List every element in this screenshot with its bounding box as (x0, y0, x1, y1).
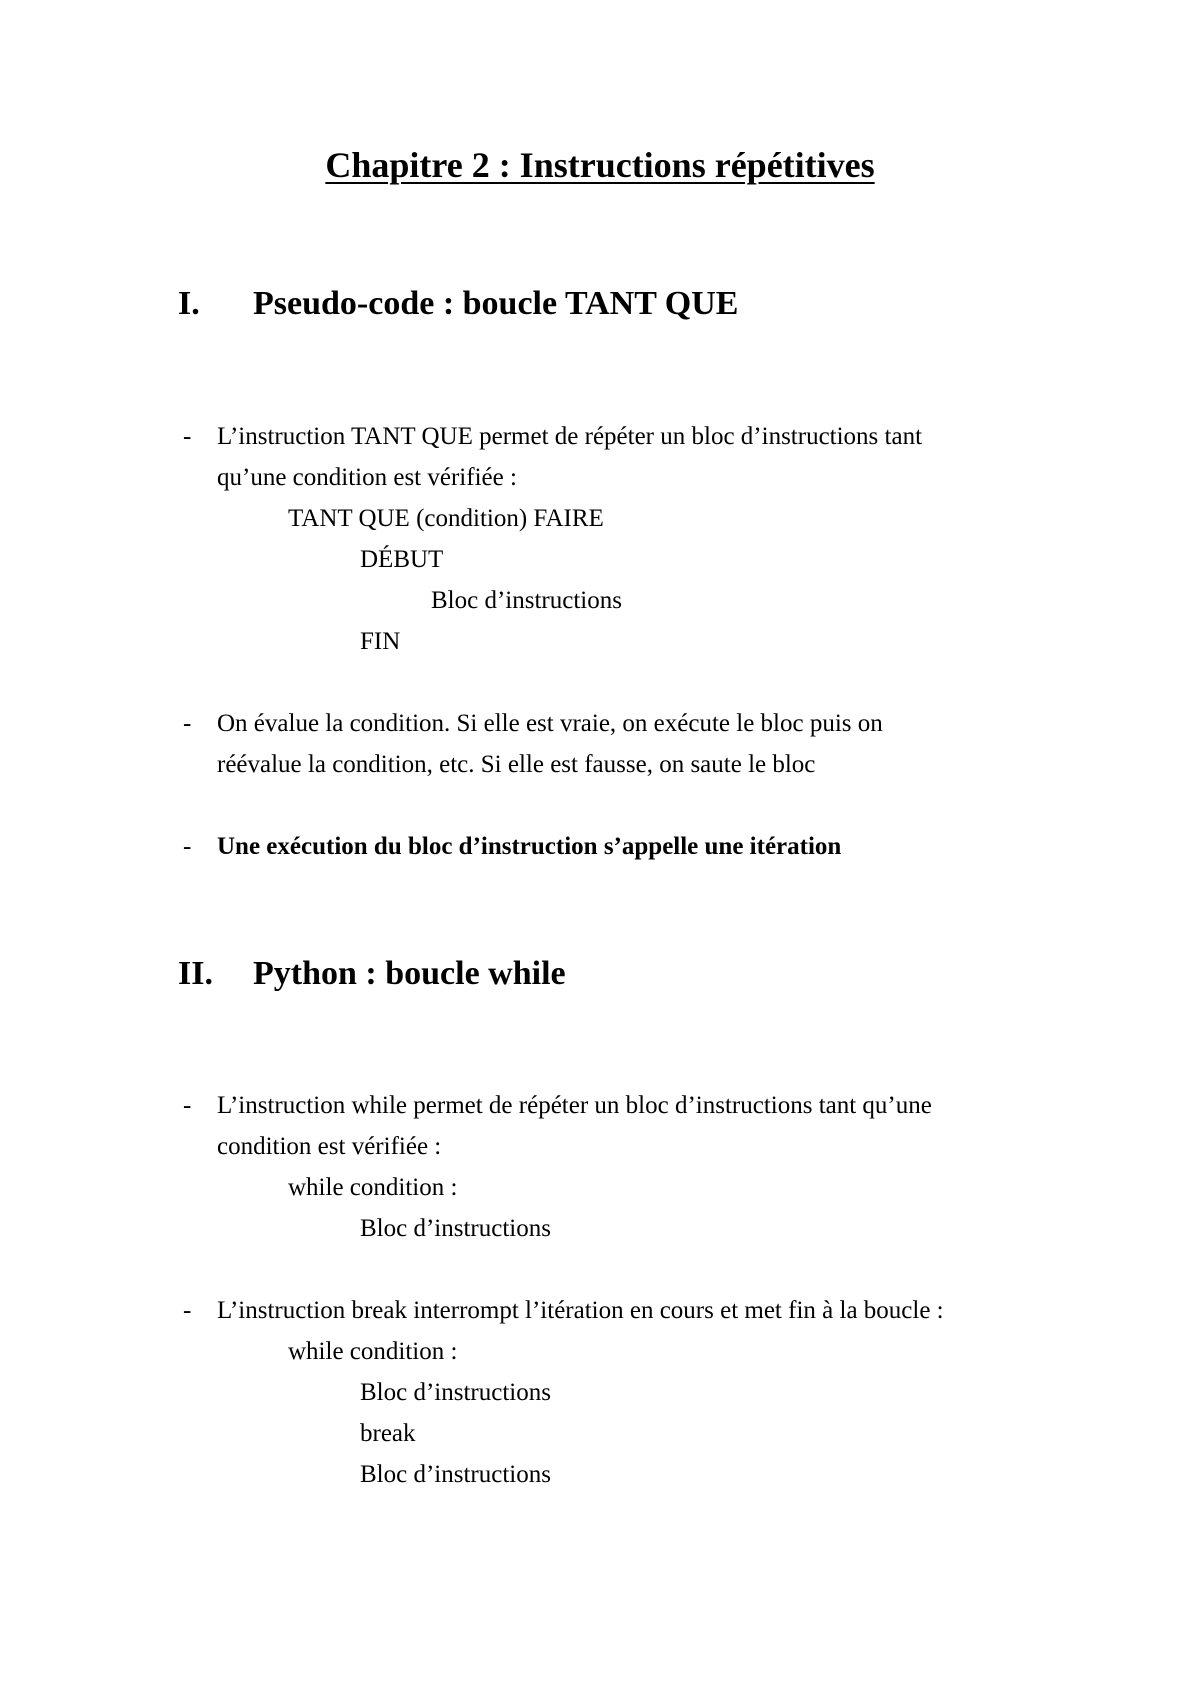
paragraph-line: condition est vérifiée : (217, 1133, 442, 1160)
code-line: FIN (360, 628, 401, 655)
paragraph-line: L’instruction TANT QUE permet de répéter un bloc d’instructions tant (217, 423, 923, 450)
code-line: while condition : (288, 1338, 458, 1365)
code-line: Bloc d’instructions (431, 587, 622, 614)
code-line: Bloc d’instructions (360, 1215, 551, 1242)
section-heading-2 (178, 955, 1078, 995)
paragraph-line: L’instruction while permet de répéter un bloc d’instructions tant qu’une (217, 1092, 932, 1119)
page-title: Chapitre 2 : Instructions répétitives (325, 145, 875, 185)
code-line: DÉBUT (360, 546, 444, 573)
code-line: while condition : (288, 1174, 458, 1201)
section-number: II. (178, 955, 213, 992)
bullet-dash: - (183, 423, 192, 450)
paragraph-line: qu’une condition est vérifiée : (217, 464, 517, 491)
section-number: I. (178, 285, 200, 322)
bullet-dash: - (183, 833, 192, 860)
code-line: Bloc d’instructions (360, 1379, 551, 1406)
paragraph-line: L’instruction break interrompt l’itération en cours et met fin à la boucle : (217, 1297, 944, 1324)
code-line: Bloc d’instructions (360, 1461, 551, 1488)
code-line: TANT QUE (condition) FAIRE (288, 505, 604, 532)
paragraph-line: Une exécution du bloc d’instruction s’appelle une itération (217, 833, 842, 860)
section-title: Python : boucle while (253, 955, 566, 992)
paragraph-line: On évalue la condition. Si elle est vraie, on exécute le bloc puis on (217, 710, 883, 737)
paragraph-line: réévalue la condition, etc. Si elle est fausse, on saute le bloc (217, 751, 816, 778)
bullet-dash: - (183, 710, 192, 737)
bullet-dash: - (183, 1297, 192, 1324)
bullet-dash: - (183, 1092, 192, 1119)
section-heading-1 (178, 285, 1078, 325)
code-line: break (360, 1420, 416, 1447)
section-title: Pseudo-code : boucle TANT QUE (253, 285, 739, 322)
